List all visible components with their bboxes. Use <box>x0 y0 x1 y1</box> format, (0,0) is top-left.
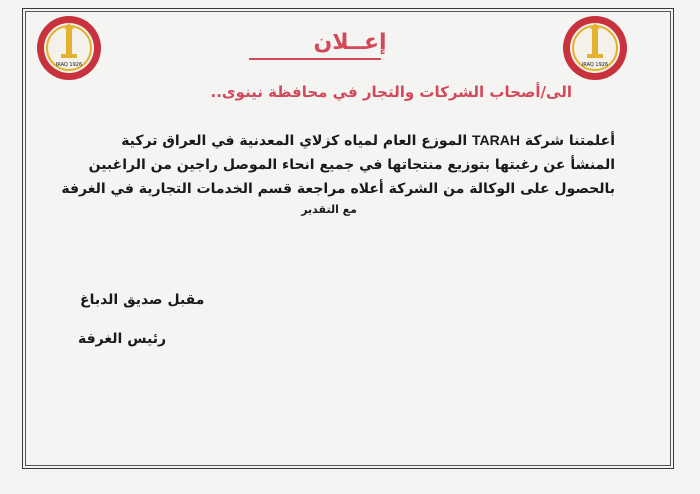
body-line-3: بالحصول على الوكالة من الشركة أعلاه مراجعة قسم الخدمات التجارية في الغرفة <box>61 181 615 197</box>
svg-text:IRAQ 1926: IRAQ 1926 <box>55 62 83 68</box>
announcement-title: إعــلان <box>313 30 387 55</box>
company-name: TARAH <box>472 132 520 148</box>
body-line-1: أعلمتنا شركة TARAH الموزع العام لمياه كزلاي المعدنية في العراق تركية <box>121 132 615 149</box>
closing-regards: مع التقدير <box>301 203 357 216</box>
title-underline <box>249 58 381 60</box>
signatory-position: رئيس الغرفة <box>78 331 167 347</box>
body-line-2: المنشأ عن رغبتها بتوزيع منتجاتها في جميع انحاء الموصل راجين من الراغبين <box>88 157 615 173</box>
signatory-name: مقبل صديق الدباغ <box>80 292 205 308</box>
announcement-body <box>55 128 615 219</box>
svg-text:IRAQ 1926: IRAQ 1926 <box>581 62 609 68</box>
addressee-line: الى/أصحاب الشركات والتجار في محافظة نينوى.. <box>210 83 572 101</box>
